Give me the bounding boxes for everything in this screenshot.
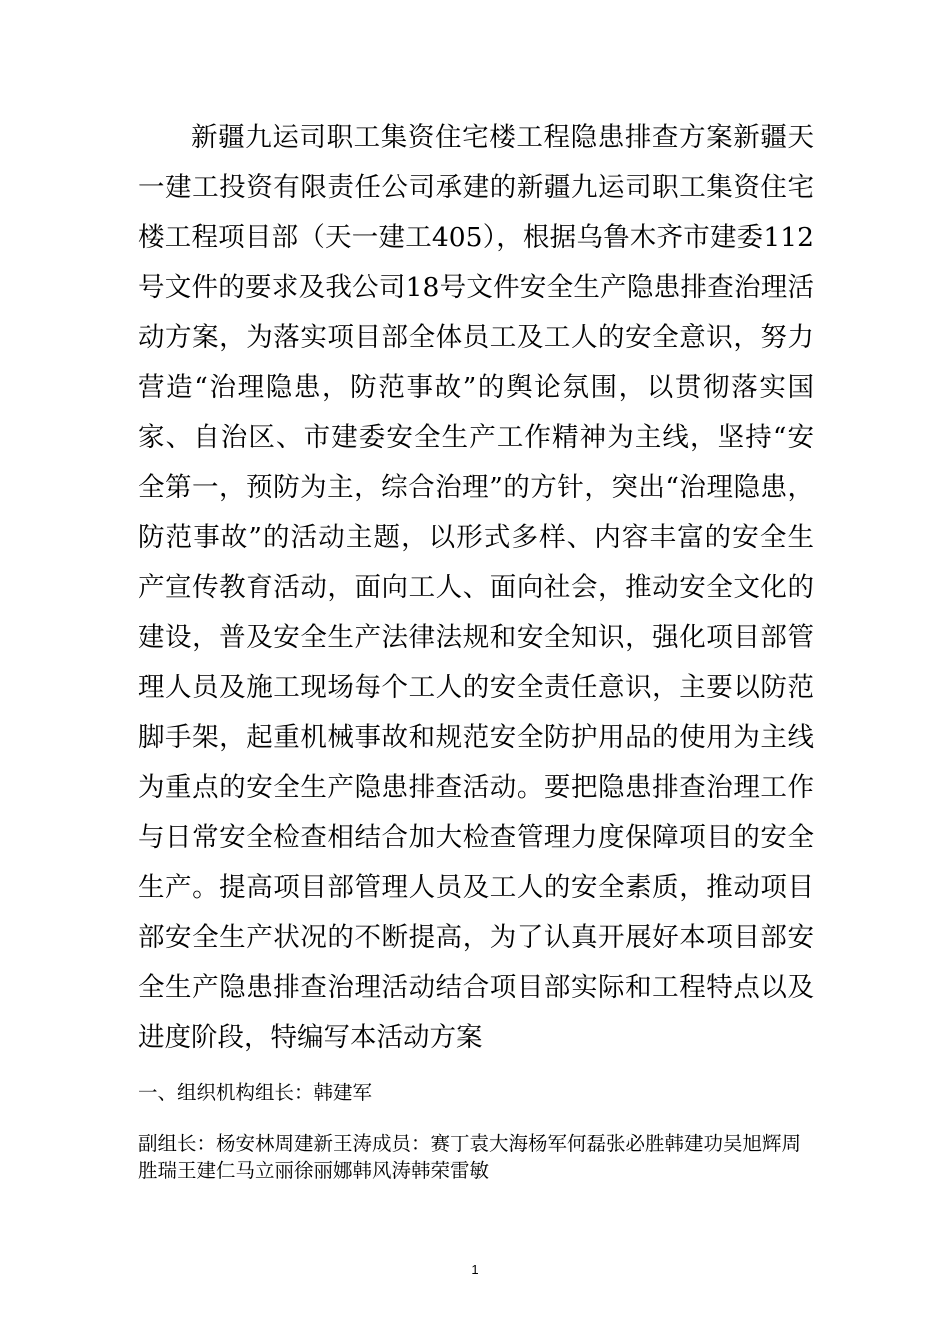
page-number: 1 [471,1262,479,1277]
section-heading-organization: 一、组织机构组长：韩建军 [138,1081,373,1104]
main-paragraph: 新疆九运司职工集资住宅楼工程隐患排查方案新疆天一建工投资有限责任公司承建的新疆九运司职工集资住宅楼工程项目部（天一建工405），根据乌鲁木齐市建委112号文件的要求及我公司18号文件安全生产隐患排查治理活动方案，为落实项目部全体员工及工人的安全意识，努力营造“治理隐患，防范事故”的舆论氛围，以贯彻落实国家、自治区、市建委安全生产工作精神为主线，坚持“安全第一，预防为主，综合治理”的方针，突出“治理隐患，防范事故”的活动主题，以形式多样、内容丰富的安全生产宣传教育活动，面向工人、面向社会，推动安全文化的建设，普及安全生产法律法规和安全知识，强化项目部管理人员及施工现场每个工人的安全责任意识，主要以防范脚手架，起重机械事故和规范安全防护用品的使用为主线为重点的安全生产隐患排查活动。要把隐患排查治理工作与日常安全检查相结合加大检查管理力度保障项目的安全生产。提高项目部管理人员及工人的安全素质，推动项目部安全生产状况的不断提高，为了认真开展好本项目部安全生产隐患排查治理活动结合项目部实际和工程特点以及进度阶段，特编写本活动方案 [138,122,814,1053]
members-paragraph: 副组长：杨安林周建新王涛成员：赛丁袁大海杨军何磊张必胜韩建功吴旭辉周胜瑞王建仁马立丽徐丽娜韩风涛韩荣雷敏 [138,1132,802,1182]
